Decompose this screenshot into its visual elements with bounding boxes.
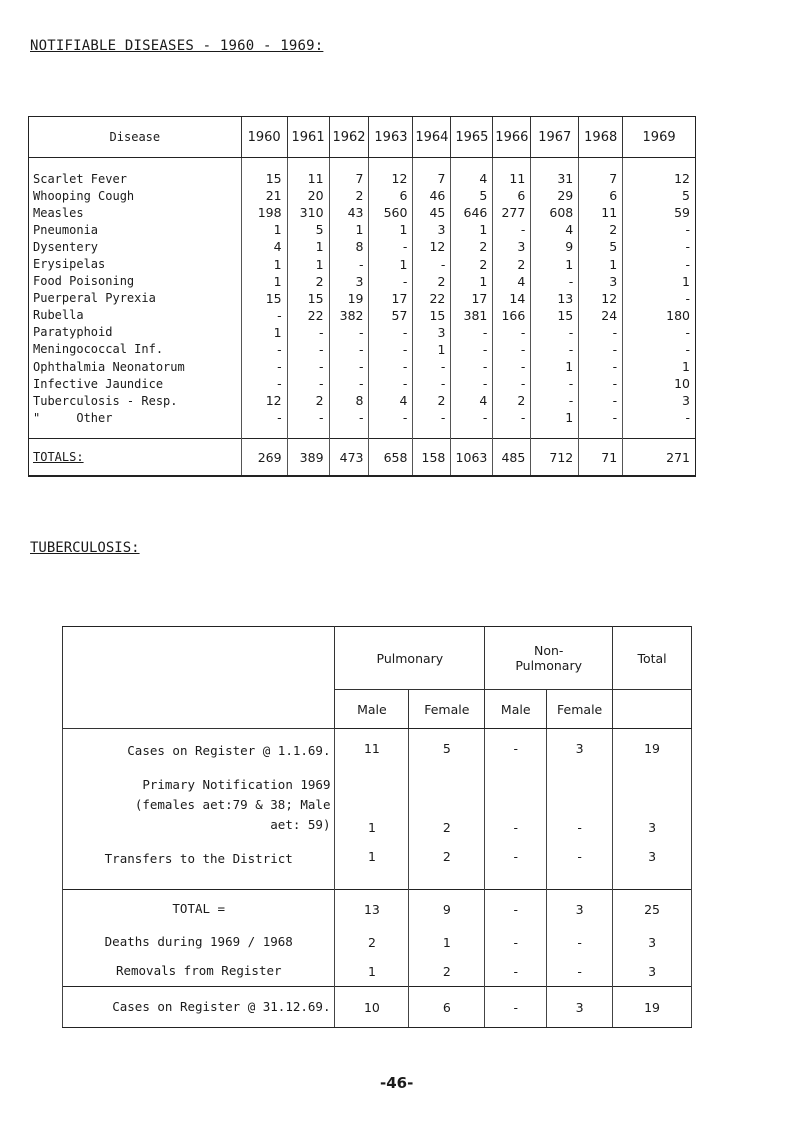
table-row — [29, 187, 696, 204]
cell-value: 19 — [329, 290, 369, 307]
totals-label: TOTALS: — [29, 439, 242, 477]
cell-value: 381 — [451, 307, 493, 324]
cell-value: 1 — [369, 221, 413, 238]
cell-value: 2 — [413, 392, 451, 409]
cell-value: - — [287, 375, 329, 392]
cell-value: 12 — [579, 290, 623, 307]
cell-value: 14 — [493, 290, 531, 307]
cell-value: 43 — [329, 204, 369, 221]
column-header-year: 1968 — [579, 117, 623, 158]
cell-value: 4 — [531, 221, 579, 238]
disease-name: Ophthalmia Neonatorum — [29, 358, 242, 375]
cell-value: - — [451, 358, 493, 375]
cell-value: 3 — [413, 324, 451, 341]
disease-name: Pneumonia — [29, 221, 242, 238]
column-header-year: 1964 — [413, 117, 451, 158]
tb-cell-value: 2 — [409, 775, 485, 839]
tb-row-register-end — [63, 987, 692, 1028]
cell-value: 2 — [287, 392, 329, 409]
column-header-pulmonary-female: Female — [409, 690, 485, 729]
tb-row-label: Transfers to the District — [63, 839, 335, 890]
cell-value: - — [493, 221, 531, 238]
cell-value: - — [241, 358, 287, 375]
tb-cell-value: 3 — [613, 775, 692, 839]
cell-value: 57 — [369, 307, 413, 324]
cell-value: 6 — [369, 187, 413, 204]
cell-value: 2 — [329, 187, 369, 204]
total-value: 473 — [329, 439, 369, 477]
cell-value: 382 — [329, 307, 369, 324]
cell-value: - — [493, 375, 531, 392]
cell-value: 1 — [623, 273, 696, 290]
tb-cell-value: 9 — [409, 890, 485, 929]
cell-value: - — [287, 324, 329, 341]
cell-value: 1 — [531, 255, 579, 272]
cell-value: 10 — [623, 375, 696, 392]
cell-value: 646 — [451, 204, 493, 221]
table-row — [29, 290, 696, 307]
cell-value: - — [531, 392, 579, 409]
cell-value: - — [241, 409, 287, 439]
cell-value: - — [241, 307, 287, 324]
column-header-non-pulmonary-female: Female — [547, 690, 613, 729]
cell-value: 1 — [451, 273, 493, 290]
cell-value: 2 — [451, 238, 493, 255]
tb-cell-value: 1 — [335, 775, 409, 839]
tb-row-label: Primary Notification 1969 (females aet:79 & 38; Male aet: 59) — [63, 775, 335, 839]
column-header-pulmonary-male: Male — [335, 690, 409, 729]
table-row — [29, 392, 696, 409]
cell-value: - — [623, 341, 696, 358]
tb-cell-value: - — [485, 987, 547, 1028]
cell-value: - — [413, 375, 451, 392]
tb-cell-value: 3 — [547, 729, 613, 776]
cell-value: 12 — [623, 158, 696, 188]
disease-name: Measles — [29, 204, 242, 221]
cell-value: 11 — [287, 158, 329, 188]
page-title: NOTIFIABLE DISEASES - 1960 - 1969: — [30, 38, 324, 54]
cell-value: - — [579, 324, 623, 341]
cell-value: 3 — [413, 221, 451, 238]
cell-value: - — [329, 324, 369, 341]
cell-value: - — [241, 375, 287, 392]
cell-value: 7 — [579, 158, 623, 188]
tb-cell-value: - — [485, 956, 547, 987]
disease-name: Dysentery — [29, 238, 242, 255]
tb-cell-value: - — [485, 775, 547, 839]
cell-value: 4 — [451, 158, 493, 188]
cell-value: 4 — [451, 392, 493, 409]
tb-cell-value: 3 — [547, 890, 613, 929]
cell-value: 8 — [329, 238, 369, 255]
cell-value: - — [579, 358, 623, 375]
cell-value: - — [413, 358, 451, 375]
table-row — [29, 255, 696, 272]
cell-value: 1 — [241, 221, 287, 238]
tb-cell-value: 6 — [409, 987, 485, 1028]
cell-value: - — [531, 273, 579, 290]
total-value: 1063 — [451, 439, 493, 477]
cell-value: - — [413, 409, 451, 439]
cell-value: 15 — [241, 290, 287, 307]
cell-value: 1 — [451, 221, 493, 238]
cell-value: 2 — [493, 255, 531, 272]
disease-name: Tuberculosis - Resp. — [29, 392, 242, 409]
tb-row-label: Removals from Register — [63, 956, 335, 987]
cell-value: 180 — [623, 307, 696, 324]
column-header-year: 1967 — [531, 117, 579, 158]
tb-cell-value: - — [547, 956, 613, 987]
cell-value: 1 — [413, 341, 451, 358]
disease-name: Meningococcal Inf. — [29, 341, 242, 358]
cell-value: - — [287, 358, 329, 375]
cell-value: - — [623, 290, 696, 307]
cell-value: 12 — [241, 392, 287, 409]
column-header-total-blank — [613, 690, 692, 729]
cell-value: - — [493, 324, 531, 341]
cell-value: 1 — [329, 221, 369, 238]
tb-cell-value: 2 — [409, 839, 485, 890]
notifiable-diseases-table — [28, 116, 696, 477]
cell-value: 31 — [531, 158, 579, 188]
cell-value: 2 — [579, 221, 623, 238]
cell-value: 310 — [287, 204, 329, 221]
total-value: 658 — [369, 439, 413, 477]
table-row — [29, 238, 696, 255]
column-header-year: 1969 — [623, 117, 696, 158]
tb-row-register-start — [63, 729, 692, 776]
cell-value: 1 — [241, 255, 287, 272]
cell-value: - — [623, 221, 696, 238]
cell-value: 59 — [623, 204, 696, 221]
table-row — [29, 358, 696, 375]
tb-cell-value: - — [547, 839, 613, 890]
cell-value: 608 — [531, 204, 579, 221]
cell-value: 6 — [493, 187, 531, 204]
disease-name: Infective Jaundice — [29, 375, 242, 392]
cell-value: 3 — [329, 273, 369, 290]
cell-value: 13 — [531, 290, 579, 307]
tb-cell-value: 3 — [547, 987, 613, 1028]
tb-cell-value: - — [485, 839, 547, 890]
tb-row-label: Cases on Register @ 31.12.69. — [63, 987, 335, 1028]
disease-name: Erysipelas — [29, 255, 242, 272]
disease-name: Food Poisoning — [29, 273, 242, 290]
tb-cell-value: 11 — [335, 729, 409, 776]
cell-value: - — [287, 409, 329, 439]
table-row — [29, 158, 696, 188]
tb-row-removals — [63, 956, 692, 987]
tb-cell-value: 2 — [409, 956, 485, 987]
table-header-row — [29, 117, 696, 158]
cell-value: 1 — [287, 238, 329, 255]
column-header-non-pulmonary-male: Male — [485, 690, 547, 729]
tb-row-total — [63, 890, 692, 929]
total-value: 271 — [623, 439, 696, 477]
cell-value: - — [623, 409, 696, 439]
cell-value: - — [451, 324, 493, 341]
column-header-disease: Disease — [29, 117, 242, 158]
table-row — [29, 204, 696, 221]
disease-name: Rubella — [29, 307, 242, 324]
cell-value: 8 — [329, 392, 369, 409]
cell-value: 1 — [623, 358, 696, 375]
tb-corner-cell — [63, 627, 335, 729]
tb-cell-value: - — [547, 775, 613, 839]
cell-value: 7 — [413, 158, 451, 188]
cell-value: 12 — [369, 158, 413, 188]
tb-cell-value: 13 — [335, 890, 409, 929]
table-row — [29, 341, 696, 358]
cell-value: 5 — [451, 187, 493, 204]
cell-value: 5 — [623, 187, 696, 204]
cell-value: 17 — [369, 290, 413, 307]
cell-value: - — [369, 358, 413, 375]
cell-value: 277 — [493, 204, 531, 221]
cell-value: - — [329, 375, 369, 392]
disease-name: " Other — [29, 409, 242, 439]
cell-value: 3 — [579, 273, 623, 290]
cell-value: - — [579, 341, 623, 358]
cell-value: 17 — [451, 290, 493, 307]
cell-value: - — [623, 324, 696, 341]
cell-value: 20 — [287, 187, 329, 204]
tuberculosis-table — [62, 626, 692, 1028]
cell-value: 1 — [579, 255, 623, 272]
disease-name: Puerperal Pyrexia — [29, 290, 242, 307]
cell-value: 4 — [493, 273, 531, 290]
cell-value: - — [287, 341, 329, 358]
cell-value: - — [369, 238, 413, 255]
cell-value: 12 — [413, 238, 451, 255]
cell-value: 560 — [369, 204, 413, 221]
cell-value: - — [579, 375, 623, 392]
cell-value: - — [241, 341, 287, 358]
cell-value: 15 — [531, 307, 579, 324]
cell-value: 1 — [369, 255, 413, 272]
cell-value: 2 — [413, 273, 451, 290]
tb-cell-value: 10 — [335, 987, 409, 1028]
cell-value: - — [579, 409, 623, 439]
cell-value: - — [369, 324, 413, 341]
cell-value: 2 — [493, 392, 531, 409]
tb-cell-value: - — [485, 729, 547, 776]
tb-cell-value: 1 — [409, 928, 485, 956]
cell-value: 4 — [241, 238, 287, 255]
cell-value: - — [579, 392, 623, 409]
tb-row-transfers — [63, 839, 692, 890]
tb-cell-value: 19 — [613, 987, 692, 1028]
cell-value: 6 — [579, 187, 623, 204]
cell-value: - — [451, 409, 493, 439]
cell-value: 9 — [531, 238, 579, 255]
table-row — [29, 307, 696, 324]
cell-value: 15 — [241, 158, 287, 188]
cell-value: 1 — [531, 358, 579, 375]
column-header-non-pulmonary: Non- Pulmonary — [485, 627, 613, 690]
table-row — [29, 409, 696, 439]
cell-value: 1 — [531, 409, 579, 439]
total-value: 269 — [241, 439, 287, 477]
cell-value: 5 — [287, 221, 329, 238]
tb-cell-value: 3 — [613, 839, 692, 890]
cell-value: 24 — [579, 307, 623, 324]
column-header-year: 1963 — [369, 117, 413, 158]
cell-value: - — [531, 341, 579, 358]
page-number: -46- — [380, 1074, 414, 1092]
cell-value: 21 — [241, 187, 287, 204]
column-header-total: Total — [613, 627, 692, 690]
cell-value: - — [493, 358, 531, 375]
cell-value: - — [413, 255, 451, 272]
cell-value: - — [329, 255, 369, 272]
cell-value: 45 — [413, 204, 451, 221]
total-value: 712 — [531, 439, 579, 477]
tb-cell-value: 5 — [409, 729, 485, 776]
cell-value: - — [531, 324, 579, 341]
total-value: 71 — [579, 439, 623, 477]
cell-value: 22 — [287, 307, 329, 324]
cell-value: - — [329, 341, 369, 358]
cell-value: 2 — [287, 273, 329, 290]
tb-row-deaths — [63, 928, 692, 956]
cell-value: 11 — [579, 204, 623, 221]
tb-cell-value: 19 — [613, 729, 692, 776]
cell-value: - — [531, 375, 579, 392]
tb-row-primary-notification — [63, 775, 692, 839]
column-header-year: 1962 — [329, 117, 369, 158]
cell-value: - — [451, 375, 493, 392]
cell-value: 3 — [493, 238, 531, 255]
table-row — [29, 324, 696, 341]
cell-value: - — [451, 341, 493, 358]
tb-cell-value: 3 — [613, 928, 692, 956]
cell-value: 2 — [451, 255, 493, 272]
cell-value: 22 — [413, 290, 451, 307]
tb-cell-value: - — [485, 890, 547, 929]
tb-cell-value: 25 — [613, 890, 692, 929]
tb-row-label: Deaths during 1969 / 1968 — [63, 928, 335, 956]
cell-value: - — [623, 238, 696, 255]
disease-name: Whooping Cough — [29, 187, 242, 204]
table-row — [29, 221, 696, 238]
table-row — [29, 273, 696, 290]
cell-value: 166 — [493, 307, 531, 324]
cell-value: 11 — [493, 158, 531, 188]
total-value: 158 — [413, 439, 451, 477]
cell-value: - — [369, 375, 413, 392]
tb-cell-value: 2 — [335, 928, 409, 956]
column-header-pulmonary: Pulmonary — [335, 627, 485, 690]
cell-value: 15 — [413, 307, 451, 324]
cell-value: 1 — [241, 324, 287, 341]
cell-value: 3 — [623, 392, 696, 409]
tb-cell-value: - — [485, 928, 547, 956]
cell-value: - — [493, 409, 531, 439]
cell-value: - — [369, 273, 413, 290]
cell-value: 4 — [369, 392, 413, 409]
cell-value: 1 — [241, 273, 287, 290]
disease-name: Paratyphoid — [29, 324, 242, 341]
column-header-year: 1961 — [287, 117, 329, 158]
cell-value: - — [329, 409, 369, 439]
tb-cell-value: 3 — [613, 956, 692, 987]
tuberculosis-heading: TUBERCULOSIS: — [30, 540, 140, 556]
cell-value: 5 — [579, 238, 623, 255]
cell-value: 46 — [413, 187, 451, 204]
cell-value: - — [493, 341, 531, 358]
table-row — [29, 375, 696, 392]
cell-value: - — [369, 409, 413, 439]
total-value: 485 — [493, 439, 531, 477]
tb-row-label: Cases on Register @ 1.1.69. — [63, 729, 335, 776]
tb-row-label: TOTAL = — [63, 890, 335, 929]
cell-value: 7 — [329, 158, 369, 188]
column-header-year: 1966 — [493, 117, 531, 158]
cell-value: 1 — [287, 255, 329, 272]
cell-value: 15 — [287, 290, 329, 307]
totals-row — [29, 439, 696, 477]
column-header-year: 1960 — [241, 117, 287, 158]
cell-value: 29 — [531, 187, 579, 204]
total-value: 389 — [287, 439, 329, 477]
tb-cell-value: 1 — [335, 956, 409, 987]
cell-value: - — [623, 255, 696, 272]
disease-name: Scarlet Fever — [29, 158, 242, 188]
cell-value: - — [369, 341, 413, 358]
tb-cell-value: - — [547, 928, 613, 956]
tb-cell-value: 1 — [335, 839, 409, 890]
cell-value: - — [329, 358, 369, 375]
cell-value: 198 — [241, 204, 287, 221]
column-header-year: 1965 — [451, 117, 493, 158]
